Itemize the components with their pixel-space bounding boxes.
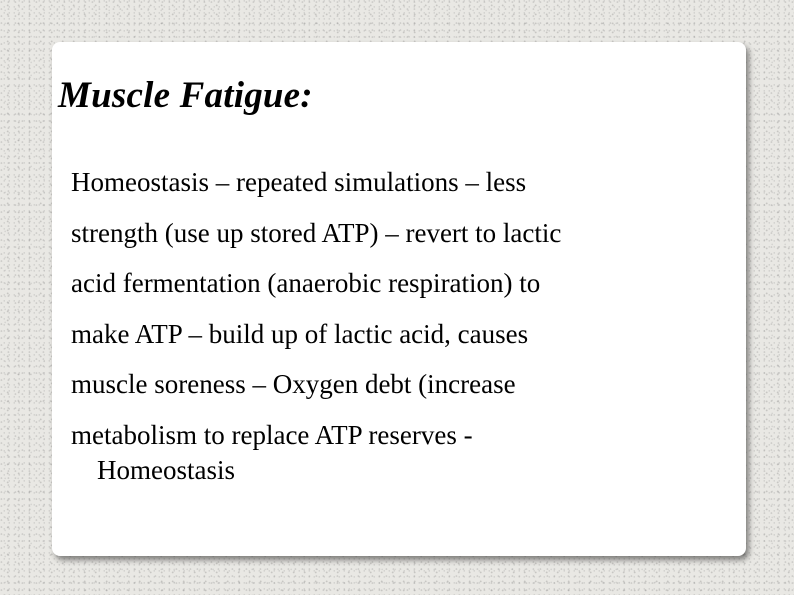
slide-body [71,157,701,488]
body-line-continuation: Homeostasis [97,454,235,485]
body-line: metabolism to replace ATP reserves - [71,419,473,450]
body-line: make ATP – build up of lactic acid, causes [71,318,529,349]
body-line: strength (use up stored ATP) – revert to lactic [71,217,562,248]
body-line: muscle soreness – Oxygen debt (increase [71,369,516,399]
slide-title: Muscle Fatigue: [58,75,313,116]
body-line: Homeostasis – repeated simulations – less [71,167,527,197]
body-line: acid fermentation (anaerobic respiration) to [71,268,541,298]
